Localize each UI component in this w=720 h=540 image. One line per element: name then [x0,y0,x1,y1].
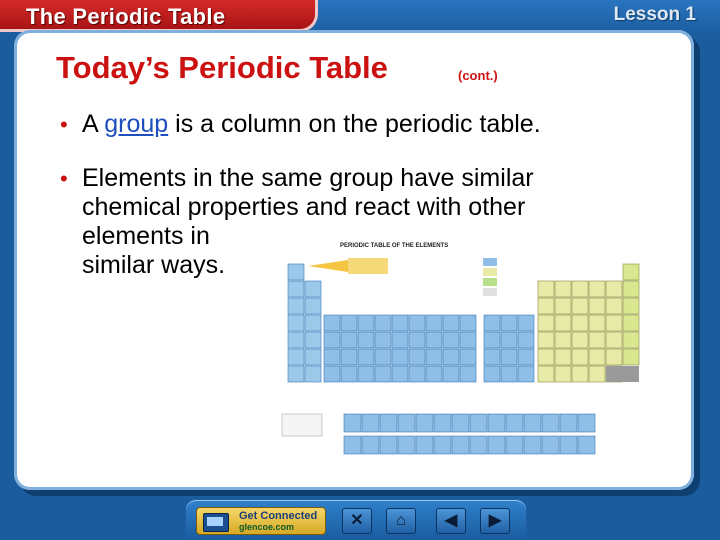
bullet-dot: • [60,166,68,191]
home-button[interactable] [386,508,416,534]
slide-title-suffix: (cont.) [458,68,498,83]
periodic-table-image [278,236,654,464]
next-button[interactable] [480,508,510,534]
previous-button[interactable] [436,508,466,534]
bullet-group-definition [60,110,680,140]
slide-title: Today’s Periodic Table [56,50,388,85]
title-tab [0,0,318,32]
computer-icon [203,513,229,532]
get-connected-button[interactable] [196,507,326,535]
group-keyword-link[interactable]: group [104,110,169,138]
bullet-line-3: elements in [82,222,210,250]
previous-icon: ◀ [444,512,458,529]
next-icon: ▶ [488,512,502,529]
home-icon: ⌂ [396,512,406,529]
bullet-line-4: similar ways. [82,251,226,279]
lesson-label: Lesson 1 [613,4,696,25]
get-connected-url: glencoe.com [239,522,295,532]
periodic-table-caption: PERIODIC TABLE OF THE ELEMENTS [340,243,449,249]
bullet-line-2: chemical properties and react with other [82,193,526,221]
get-connected-label: Get Connected [239,510,318,522]
close-button[interactable] [342,508,372,534]
close-icon: ✕ [350,512,364,529]
bullet-text: A group is a column on the periodic table. [82,110,541,138]
app-title: The Periodic Table [26,4,226,29]
bullet-line-1: Elements in the same group have similar [82,164,534,192]
bullet-dot: • [60,112,68,137]
